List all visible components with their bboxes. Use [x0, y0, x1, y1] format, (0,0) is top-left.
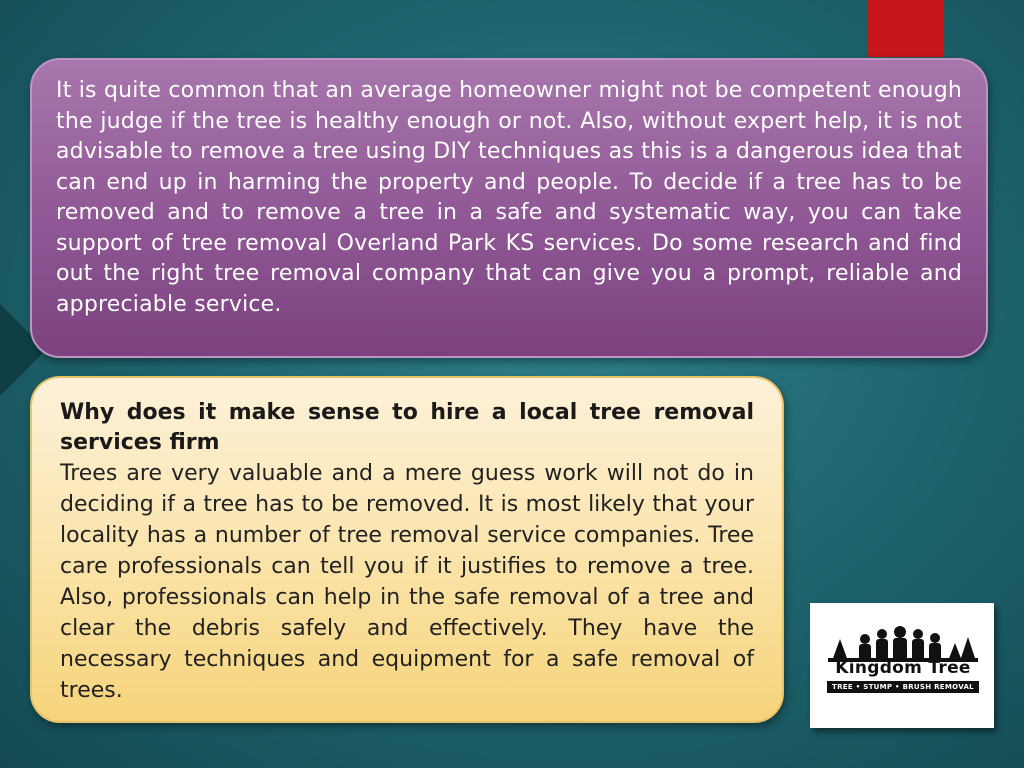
- logo-tagline: TREE • STUMP • BRUSH REMOVAL: [827, 681, 979, 693]
- accent-tab: [867, 0, 944, 57]
- reasons-text: Trees are very valuable and a mere guess work will not do in deciding if a tree has to be removed. It is most likely that your locality has a number of tree removal service companies. Tree care professionals can tell you if it justifies to remove a tree. Also, professionals can help in the safe removal of a tree and clear the debris safely and effectively. They have the necessary techniques and equipment for a safe removal of trees.: [60, 461, 754, 703]
- reasons-panel: [30, 376, 784, 723]
- company-logo: [810, 603, 994, 728]
- intro-panel: [30, 58, 988, 358]
- reasons-heading: Why does it make sense to hire a local tree removal services firm: [60, 400, 754, 455]
- intro-text: It is quite common that an average homeowner might not be competent enough the judge if the tree is healthy enough or not. Also, without expert help, it is not advisable to remove a tree using DIY techniques as this is a dangerous idea that can end up in harming the property and people. To decide if a tree has to be removed and to remove a tree in a safe and systematic way, you can take support of tree removal Overland Park KS services. Do some research and find out the right tree removal company that can give you a prompt, reliable and appreciable service.: [56, 78, 962, 317]
- logo-name: Kingdom Tree: [835, 658, 971, 678]
